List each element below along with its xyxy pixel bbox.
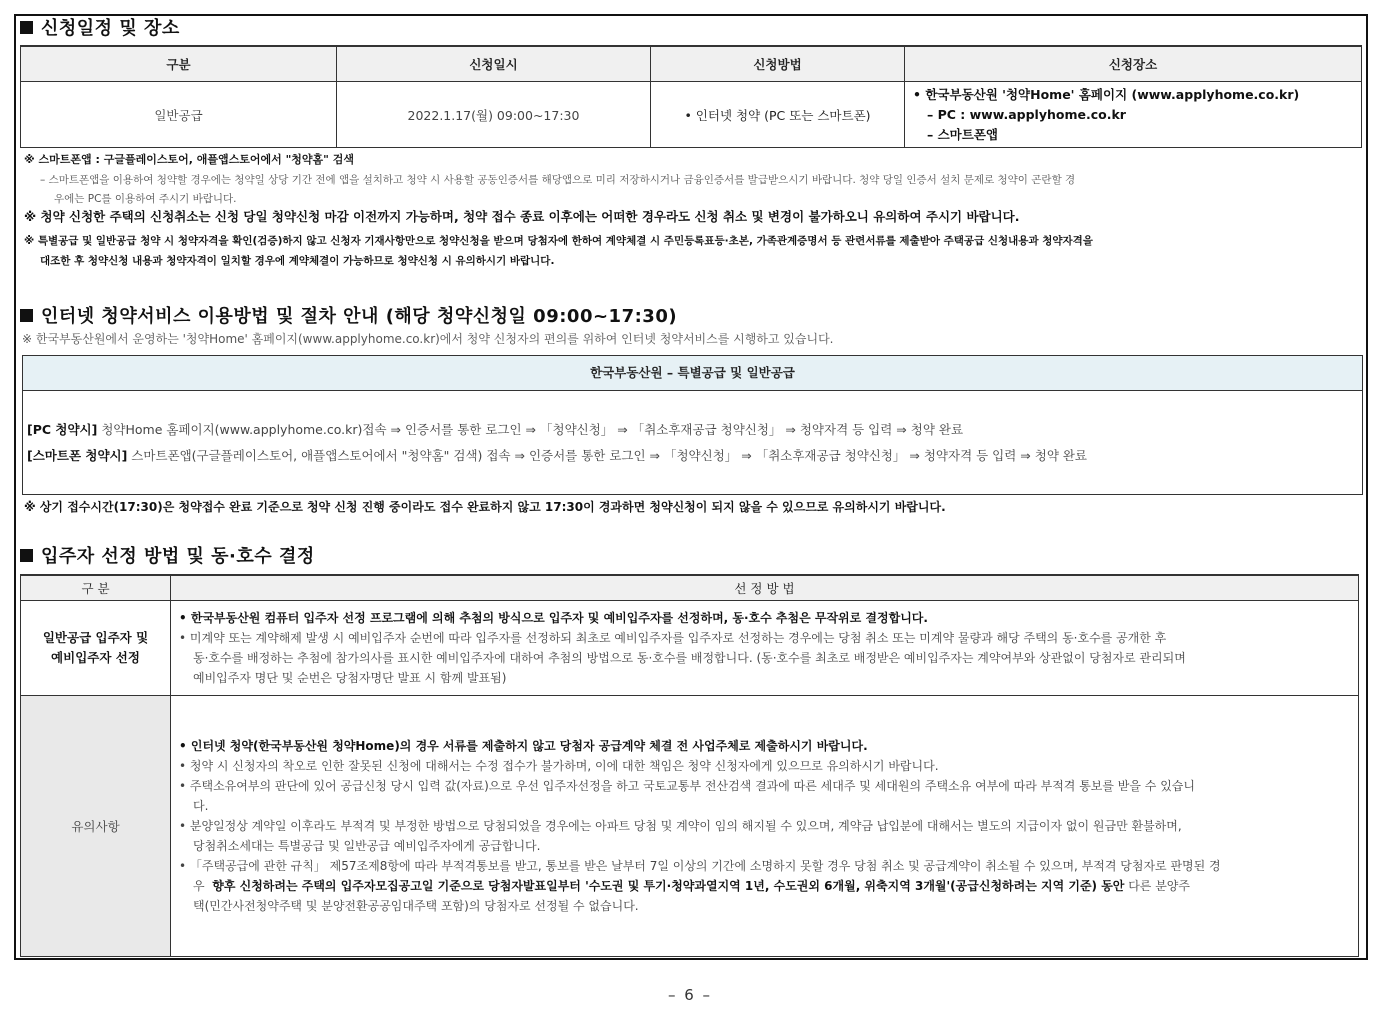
square-bullet-icon [20,21,33,34]
section2-note: ※ 상기 접수시간(17:30)은 청약접수 완료 기준으로 청약 신청 진행 중이라도 접수 완료하지 않고 17:30이 경과하면 청약신청이 되지 않을 수 있으므로 유의하시기 바랍니다. [24,500,946,514]
row2-line-8c: 다른 분양주 [1128,879,1190,893]
mobile-procedure [27,446,1087,464]
mobile-steps: 스마트폰앱(구글플레이스토어, 애플앱스토어에서 "청약홈" 검색) 접속 ⇒ 인증서를 통한 로그인 ⇒ 「청약신청」 ⇒ 「취소후재공급 청약신청」 ⇒ 청약자격 등 입력 ⇒ 청약 완료 [131,448,1088,463]
section2-heading [20,302,677,328]
row2-line-4: 다. [193,799,209,813]
place-line-1: • 한국부동산원 '청약Home' 홈페이지 (www.applyhome.co.kr) [913,86,1300,102]
table-header-row [21,46,1362,82]
header-place: 신청장소 [905,46,1362,82]
procedure-box-title: 한국부동산원 – 특별공급 및 일반공급 [23,356,1362,391]
pc-procedure [27,420,963,438]
cell-place [905,82,1362,148]
row2-line-3: • 주택소유여부의 판단에 있어 공급신청 당시 입력 값(자료)으로 우선 입주자선정을 하고 국토교통부 전산검색 결과에 따른 세대주 및 세대원의 주택소유 여부에 따라 부적격 통보를 받을 수 있습니 [179,779,1195,793]
note-verification-cont: 대조한 후 청약신청 내용과 청약자격이 일치할 경우에 계약체결이 가능하므로 청약신청 시 유의하시기 바랍니다. [40,255,555,267]
row2-line-6: 당첨취소세대는 특별공급 및 일반공급 예비입주자에게 공급합니다. [193,839,541,853]
section3-heading-text: 입주자 선정 방법 및 동·호수 결정 [41,546,315,567]
header-category: 구 분 [21,575,171,601]
section3-heading [20,542,315,568]
section2-heading-text: 인터넷 청약서비스 이용방법 및 절차 안내 (해당 청약신청일 09:00~17:30) [41,306,678,327]
row2-line-8 [179,876,1350,896]
section1-heading-text: 신청일정 및 장소 [41,18,180,39]
row1-line-1: • 한국부동산원 컴퓨터 입주자 선정 프로그램에 의해 추첨의 방식으로 입주자 및 예비입주자를 선정하며, 동·호수 추첨은 무작위로 결정합니다. [179,611,928,625]
section1-heading [20,14,180,40]
square-bullet-icon [20,549,33,562]
row1-line-4: 예비입주자 명단 및 순번은 당첨자명단 발표 시 함께 발표됨) [193,671,507,685]
row2-line-8a: 우 [193,879,205,893]
cell-type: 일반공급 [21,82,337,148]
row1-line-2: • 미계약 또는 계약해제 발생 시 예비입주자 순번에 따라 입주자를 선정하되 최초로 예비입주자를 입주자로 선정하는 경우에는 당첨 취소 또는 미계약 물량과 해당 주택의 동·호수를 공개한 후 [179,631,1167,645]
note-smartphone-app: ※ 스마트폰앱 : 구글플레이스토어, 애플앱스토어에서 "청약홈" 검색 [24,153,354,166]
row1-line-3: 동·호수를 배정하는 추첨에 참가의사를 표시한 예비입주자에 대하여 추첨의 방법으로 동·호수를 배정합니다. (동·호수를 최초로 배정받은 예비입주자는 계약여부와 상관없이 당첨자로 관리되며 [193,651,1186,665]
table-row [21,82,1362,148]
note-app-install: – 스마트폰앱을 이용하여 청약할 경우에는 청약일 상당 기간 전에 앱을 설치하고 청약 시 사용할 공동인증서를 해당앱으로 미리 저장하시거나 금융인증서를 발급받으시기 바랍니다. 청약 당일 인증서 설치 문제로 청약이 곤란할 경 [40,174,1076,186]
row1-label-line-1: 일반공급 입주자 및 [42,630,149,645]
row1-content [171,601,1359,696]
header-method: 선 정 방 법 [171,575,1359,601]
mobile-label: [스마트폰 청약시] [27,448,128,463]
note-verification: ※ 특별공급 및 일반공급 청약 시 청약자격을 확인(검증)하지 않고 신청자 기재사항만으로 청약신청을 받으며 당첨자에 한하여 계약체결 시 주민등록표등·초본, 가족관계증명서 등 관련서류를 제출받아 주택공급 신청내용과 청약자격을 [24,235,1093,247]
section2-intro: ※ 한국부동산원에서 운영하는 '청약Home' 홈페이지(www.applyhome.co.kr)에서 청약 신청자의 편의를 위하여 인터넷 청약서비스를 시행하고 있습니다. [22,332,834,346]
pc-label: [PC 청약시] [27,422,98,437]
page-number: – 6 – [667,986,713,1004]
table-header-row [21,575,1359,601]
table-row [21,696,1359,957]
table-row [21,601,1359,696]
row2-line-2: • 청약 시 신청자의 착오로 인한 잘못된 신청에 대해서는 수정 접수가 불가하며, 이에 대한 책임은 청약 신청자에게 있으므로 유의하시기 바랍니다. [179,759,939,773]
place-line-2: – PC : www.applyhome.co.kr [927,106,1126,122]
cell-datetime: 2022.1.17(월) 09:00~17:30 [337,82,651,148]
row2-content [171,696,1359,957]
header-datetime: 신청일시 [337,46,651,82]
procedure-box [22,355,1363,495]
schedule-table [20,45,1362,148]
square-bullet-icon [20,309,33,322]
row1-label-line-2: 예비입주자 선정 [51,650,140,665]
row1-label [21,601,171,696]
header-type: 구분 [21,46,337,82]
pc-steps: 청약Home 홈페이지(www.applyhome.co.kr)접속 ⇒ 인증서를 통한 로그인 ⇒ 「청약신청」 ⇒ 「취소후재공급 청약신청」 ⇒ 청약자격 등 입력 ⇒ 청약 완료 [101,422,964,437]
row2-line-1: • 인터넷 청약(한국부동산원 청약Home)의 경우 서류를 제출하지 않고 당첨자 공급계약 체결 전 사업주체로 제출하시기 바랍니다. [179,739,868,753]
header-method: 신청방법 [651,46,905,82]
row2-line-7: • 「주택공급에 관한 규칙」 제57조제8항에 따라 부적격통보를 받고, 통보를 받은 날부터 7일 이상의 기간에 소명하지 못할 경우 당첨 취소 및 공급계약이 취소될 수 있으며, 부적격 당첨자로 판명된 경 [179,859,1221,873]
row2-line-5: • 분양일정상 계약일 이후라도 부적격 및 부정한 방법으로 당첨되었을 경우에는 아파트 당첨 및 계약이 임의 해지될 수 있으며, 계약금 납입분에 대해서는 별도의 지급이자 없이 원금만 환불하며, [179,819,1182,833]
row2-line-8b: 향후 신청하려는 주택의 입주자모집공고일 기준으로 당첨자발표일부터 '수도권 및 투기·청약과열지역 1년, 수도권외 6개월, 위축지역 3개월'(공급신청하려는 지역 기준) 동안 [212,879,1125,893]
cell-method: • 인터넷 청약 (PC 또는 스마트폰) [651,82,905,148]
place-line-3: – 스마트폰앱 [927,126,998,142]
selection-table [20,574,1359,957]
note-cancel: ※ 청약 신청한 주택의 신청취소는 신청 당일 청약신청 마감 이전까지 가능하며, 청약 접수 종료 이후에는 어떠한 경우라도 신청 취소 및 변경이 불가하오니 유의하여 주시기 바랍니다. [24,209,1020,224]
row2-label: 유의사항 [21,696,171,957]
note-app-install-cont: 우에는 PC를 이용하여 주시기 바랍니다. [54,193,237,205]
row2-line-9: 택(민간사전청약주택 및 분양전환공공임대주택 포함)의 당첨자로 선정될 수 없습니다. [193,899,639,913]
